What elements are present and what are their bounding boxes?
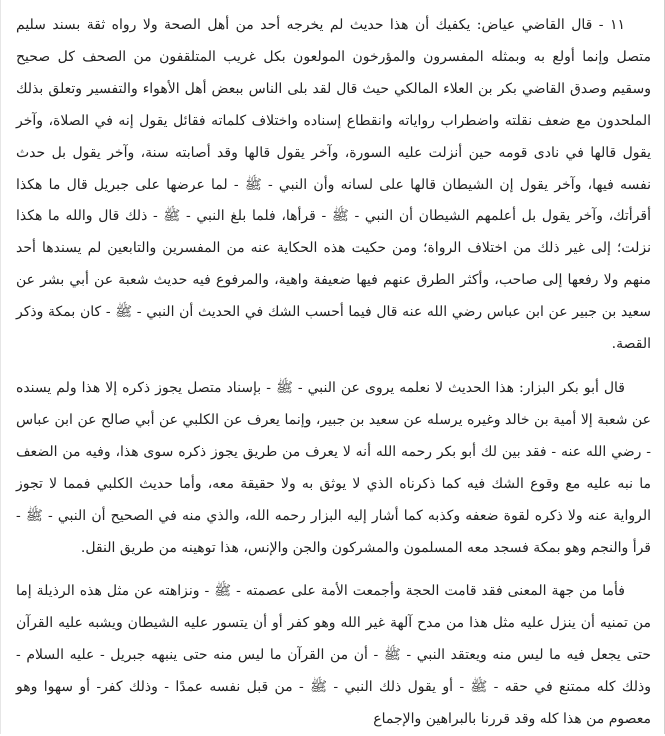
paragraph-qadi-iyad: ١١ - قال القاضي عياض: يكفيك أن هذا حديث لم يخرجه أحد من أهل الصحة ولا رواه ثقة بسند سليم متصل وإنما أولع به وبمثله المفسرون والمؤرخون المولعون بكل غريب المتلقفون من الصحف كل صحيح وسقيم وصدق القاضي بكر بن العلاء المالكي حيث قال لقد بلى الناس ببعض أهل الأهواء والتفسير وتعلق بذلك الملحدون مع ضعف نقلته واضطراب رواياته وانقطاع إسناده واختلاف كلماته فقائل يقول إنه في الصلاة، وآخر يقول قالها في نادى قومه حين أنزلت عليه السورة، وآخر يقول قالها وقد أصابته سنة، وآخر يقول بل حدث نفسه فيها، وآخر يقول إن الشيطان قالها على لسانه وأن النبي - ﷺ - لما عرضها على جبريل قال ما هكذا أقرأتك، وآخر يقول بل أعلمهم الشيطان أن النبي - ﷺ - قرأها، فلما بلغ النبي - ﷺ - ذلك قال والله ما هكذا نزلت؛ إلى غير ذلك من اختلاف الرواة؛ ومن حكيت هذه الحكاية عنه من المفسرين والتابعين لم يسندها أحد منهم ولا رفعها إلى صاحب، وأكثر الطرق عنهم فيها ضعيفة واهية، والمرفوع فيه حديث شعبة عن أبي بشر عن سعيد بن جبير عن ابن عباس رضي الله عنه قال فيما أحسب الشك في الحديث أن النبي - ﷺ - كان بمكة وذكر القصة.	[16, 17, 651, 353]
paragraph-meaning: فأما من جهة المعنى فقد قامت الحجة وأجمعت الأمة على عصمته - ﷺ - ونزاهته عن مثل هذه الرذيلة إما من تمنيه أن ينزل عليه مثل هذا من مدح آلهة غير الله وهو كفر أو أن يتسور عليه الشيطان ويشبه عليه القرآن حتى يجعل فيه ما ليس منه ويعتقد النبي - ﷺ - أن من القرآن ما ليس منه حتى ينبهه جبريل - عليه السلام - وذلك كله ممتنع في حقه - ﷺ - أو يقول ذلك النبي - ﷺ - من قبل نفسه عمدًا - وذلك كفر- أو سهوا وهو معصوم من هذا كله وقد قررنا بالبراهين والإجماع	[16, 583, 651, 728]
document-body	[16, 10, 651, 736]
paragraph-al-bazzar: قال أبو بكر البزار: هذا الحديث لا نعلمه يروى عن النبي - ﷺ - بإسناد متصل يجوز ذكره إلا هذا ولم يسنده عن شعبة إلا أمية بن خالد وغيره يرسله عن سعيد بن جبير، وإنما يعرف عن الكلبي عن أبي صالح عن ابن عباس - رضي الله عنه - فقد بين لك أبو بكر رحمه الله أنه لا يعرف من طريق يجوز ذكره سوى هذا، وفيه من الضعف ما نبه عليه مع وقوع الشك فيه كما ذكرناه الذي لا يوثق به ولا حقيقة معه، وأما حديث الكلبي فمما لا تجوز الرواية عنه ولا ذكره لقوة ضعفه وكذبه كما أشار إليه البزار رحمه الله، والذي منه في الصحيح أن النبي - ﷺ - قرأ والنجم وهو بمكة فسجد معه المسلمون والمشركون والجن والإنس، هذا توهينه من طريق النقل.	[16, 379, 651, 556]
